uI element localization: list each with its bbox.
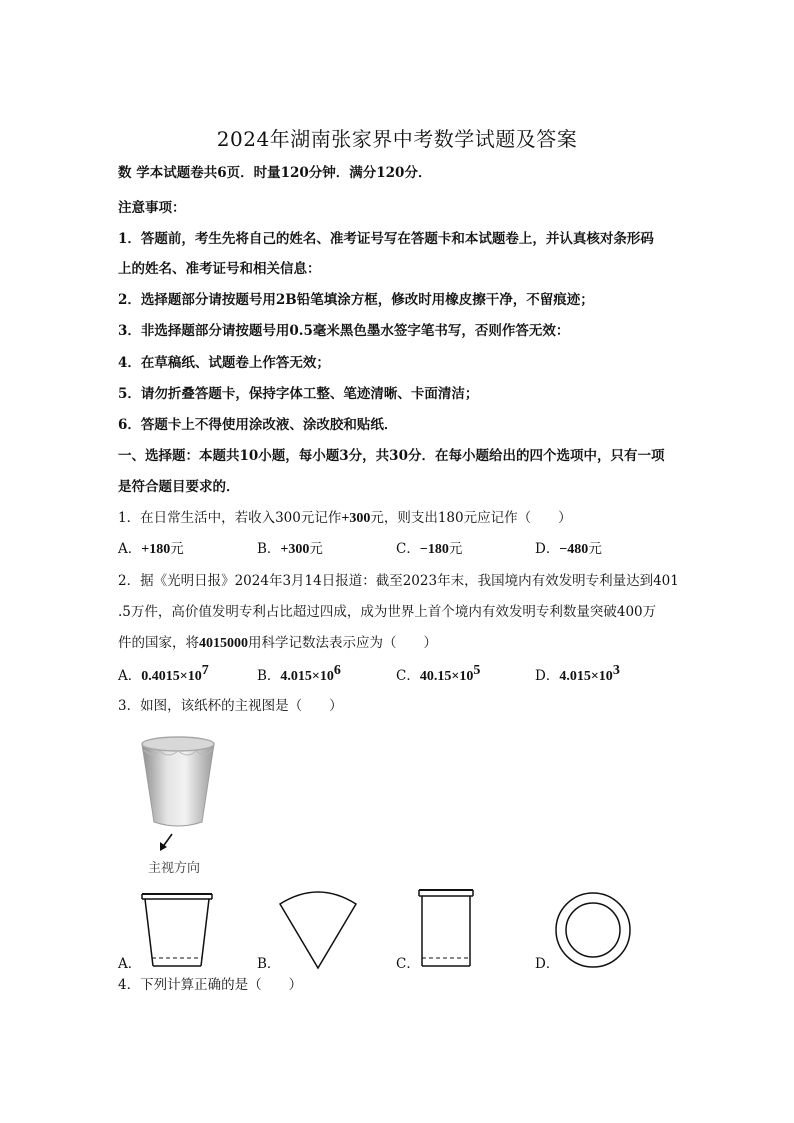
- option-unit: 元: [588, 541, 602, 557]
- q3-option-c[interactable]: C．: [396, 956, 420, 972]
- q2-option-b[interactable]: [257, 663, 341, 686]
- q2-line3-pre: 件的国家，将: [118, 635, 199, 651]
- section-heading: 一、选择题：本题共10小题，每小题3分，共30分．在每小题给出的四个选项中，只有一项: [118, 448, 665, 464]
- q3-option-b[interactable]: B．: [257, 956, 281, 972]
- q3-figure-d: [553, 890, 633, 970]
- q1-option-c[interactable]: [396, 540, 462, 559]
- option-label: C．: [396, 668, 420, 684]
- option-unit: 元: [170, 541, 184, 557]
- option-base: 40.15×10: [419, 669, 474, 684]
- view-direction-caption: 主视方向: [148, 861, 201, 876]
- exam-meta: 数 学本试题卷共6页．时量120分钟．满分120分．: [118, 165, 432, 181]
- q2-option-d[interactable]: [535, 663, 620, 686]
- section-heading: 是符合题目要求的．: [118, 479, 240, 495]
- q2-option-c[interactable]: [396, 663, 481, 686]
- option-label: A．: [118, 668, 142, 684]
- notice-line: 3．非选择题部分请按题号用0.5毫米黑色墨水签字笔书写，否则作答无效：: [118, 323, 570, 339]
- q1-option-d[interactable]: [535, 540, 602, 559]
- option-exponent: 7: [201, 663, 209, 678]
- question-2-line: 2．据《光明日报》2024年3月14日报道：截至2023年末，我国境内有效发明专利量达到401: [118, 573, 679, 589]
- option-math: +180: [141, 542, 171, 557]
- notice-line: 上的姓名、准考证号和相关信息：: [118, 261, 321, 277]
- option-base: 0.4015×10: [141, 669, 202, 684]
- option-base: 4.015×10: [280, 669, 334, 684]
- notice-line: 2．选择题部分请按题号用2B铅笔填涂方框，修改时用橡皮擦干净，不留痕迹；: [118, 292, 594, 308]
- q1-option-a[interactable]: [118, 540, 184, 559]
- question-2-line: .5万件，高价值发明专利占比超过四成，成为世界上首个境内有效发明专利数量突破400万: [118, 604, 657, 620]
- q3-option-a[interactable]: A．: [118, 956, 142, 972]
- q2-option-a[interactable]: [118, 663, 209, 686]
- notice-line: 1．答题前，考生先将自己的姓名、准考证号写在答题卡和本试题卷上，并认真核对条形码: [118, 231, 654, 247]
- option-math: −180: [419, 542, 449, 557]
- option-label: D．: [535, 668, 560, 684]
- notice-line: 5．请勿折叠答题卡，保持字体工整、笔迹清晰、卡面清洁；: [118, 386, 479, 402]
- option-exponent: 6: [333, 663, 341, 678]
- option-unit: 元: [309, 541, 323, 557]
- q3-figure-c: [416, 886, 476, 970]
- q1-option-b[interactable]: [257, 540, 323, 559]
- q2-line3-post: 用科学记数法表示应为（ ）: [248, 635, 437, 651]
- q3-figure-a: [140, 890, 214, 970]
- q1-stem-math: +300: [341, 511, 371, 526]
- option-label: B．: [257, 541, 281, 557]
- option-unit: 元: [448, 541, 463, 557]
- question-2-line: [118, 634, 437, 653]
- option-label: D．: [535, 541, 560, 557]
- question-3-stem: 3．如图，该纸杯的主视图是（ ）: [118, 698, 343, 714]
- question-4-stem: 4．下列计算正确的是（ ）: [118, 977, 303, 993]
- q2-line3-math: 4015000: [199, 636, 248, 651]
- q1-stem-post: 元，则支出180元应记作（ ）: [370, 510, 572, 526]
- notice-heading: 注意事项：: [118, 200, 186, 216]
- option-math: +300: [280, 542, 310, 557]
- q3-figure-b: [278, 884, 358, 974]
- page-title: 2024年湖南张家界中考数学试题及答案: [216, 127, 578, 151]
- q3-option-d[interactable]: D．: [535, 956, 560, 972]
- notice-line: 4．在草稿纸、试题卷上作答无效；: [118, 355, 330, 371]
- paper-cup-image: [136, 730, 226, 860]
- option-math: −480: [559, 542, 589, 557]
- option-label: A．: [118, 541, 142, 557]
- notice-line: 6．答题卡上不得使用涂改液、涂改胶和贴纸．: [118, 417, 398, 433]
- question-1-stem: [118, 509, 572, 528]
- option-base: 4.015×10: [559, 669, 613, 684]
- option-label: B．: [257, 668, 281, 684]
- option-exponent: 5: [473, 663, 481, 678]
- q1-stem-pre: 1．在日常生活中，若收入300元记作: [118, 510, 342, 526]
- option-label: C．: [396, 541, 420, 557]
- option-exponent: 3: [612, 663, 620, 678]
